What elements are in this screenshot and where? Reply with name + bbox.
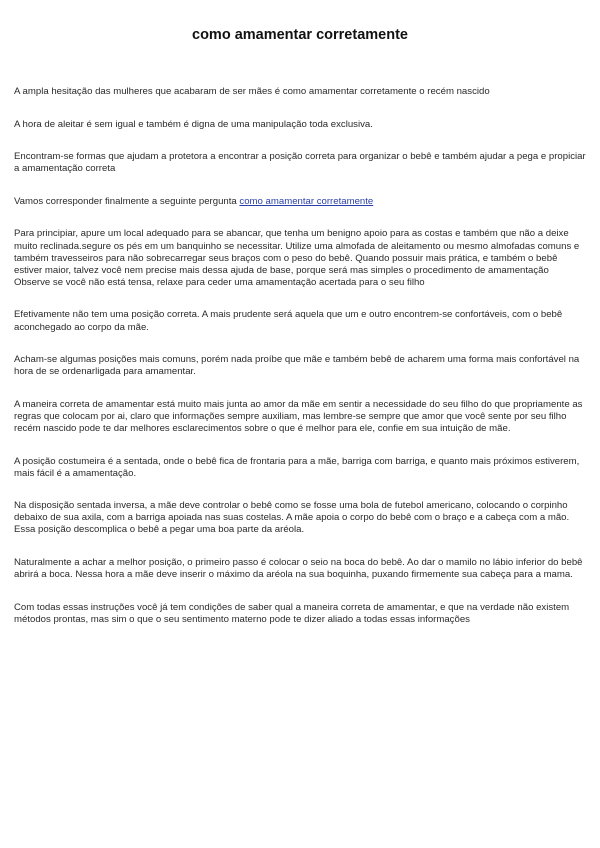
document-page: [14, 0, 586, 646]
paragraph-3: Encontram-se formas que ajudam a protetora a encontrar a posição correta para organizar o bebê e também ajudar a pega e propiciar a amamentação correta: [14, 151, 586, 175]
paragraph-11: Naturalmente a achar a melhor posição, o primeiro passo é colocar o seio na boca do bebê. Ao dar o mamilo no lábio inferior do bebê abrirá a boca. Nessa hora a mãe deve inserir o máximo da aréola na sua boquinha, puxando firmemente sua cabeça para a mama.: [14, 557, 583, 581]
paragraph-9: A posição costumeira é a sentada, onde o bebê fica de frontaria para a mãe, barriga com barriga, e quanto mais próximos estiverem, mais fácil é a amamentação.: [14, 455, 580, 479]
paragraph-7: Acham-se algumas posições mais comuns, porém nada proíbe que mãe e também bebê de acharem uma forma mais confortável na hora de se ordenarligada para amamentar.: [14, 354, 580, 378]
paragraph-8: A maneira correta de amamentar está muito mais junta ao amor da mãe em sentir a necessidade do seu filho do que propriamente as regras que colocam por ai, claro que informações sempre auxiliam, mas lembre-se sempre que amor que você sente por seu filho recém nascido pode te dar melhores esclarecimentos sobre o que é melhor para ele, confie em sua intuição de mãe.: [14, 398, 583, 434]
article-body: [14, 86, 586, 626]
paragraph-4-text: Vamos corresponder finalmente a seguinte pergunta: [14, 195, 240, 207]
page-title: como amamentar corretamente: [192, 27, 408, 43]
paragraph-1: A ampla hesitação das mulheres que acabaram de ser mães é como amamentar corretamente o recém nascido: [14, 86, 490, 97]
paragraph-2: A hora de aleitar é sem igual e também é digna de uma manipulação toda exclusiva.: [14, 118, 373, 130]
paragraph-12: Com todas essas instruções você já tem condições de saber qual a maneira correta de amamentar, e que na verdade não existem métodos prontas, mas sim o que o seu sentimento materno pode te dizer aliado a todas essas informações: [14, 601, 570, 625]
paragraph-4: [14, 196, 586, 208]
article-link[interactable]: como amamentar corretamente: [239, 195, 374, 207]
paragraph-10: Na disposição sentada inversa, a mãe deve controlar o bebê como se fosse uma bola de futebol americano, colocando o corpinho debaixo de sua axila, com a barriga apoiada nas suas costelas. A mãe apoia o corpo do bebê com o braço e a cabeça com a mão. Essa posição descomplica o bebê a pegar uma boa parte da aréola.: [14, 500, 570, 536]
paragraph-5: Para principiar, apure um local adequado para se abancar, que tenha um benigno apoio para as costas e também que não a deixe muito reclinada.segure os pés em um banquinho se necessitar. Utilize uma almofada de aleitamento ou mesmo almofadas comuns e também travesseiros para não sobrecarregar seus braços com o peso do bebê. Quando possuir mais prática, e também o bebê estiver maior, talvez você nem precise mais dessa ajuda de base, porque será mas simples o procedimento de amamentação Observe se você não está tensa, relaxe para ceder uma amamentação acertada para o seu filho: [14, 228, 580, 288]
paragraph-6: Efetivamente não tem uma posição correta. A mais prudente será aquela que um e outro encontrem-se confortáveis, com o bebê aconchegado ao corpo da mãe.: [14, 309, 563, 333]
